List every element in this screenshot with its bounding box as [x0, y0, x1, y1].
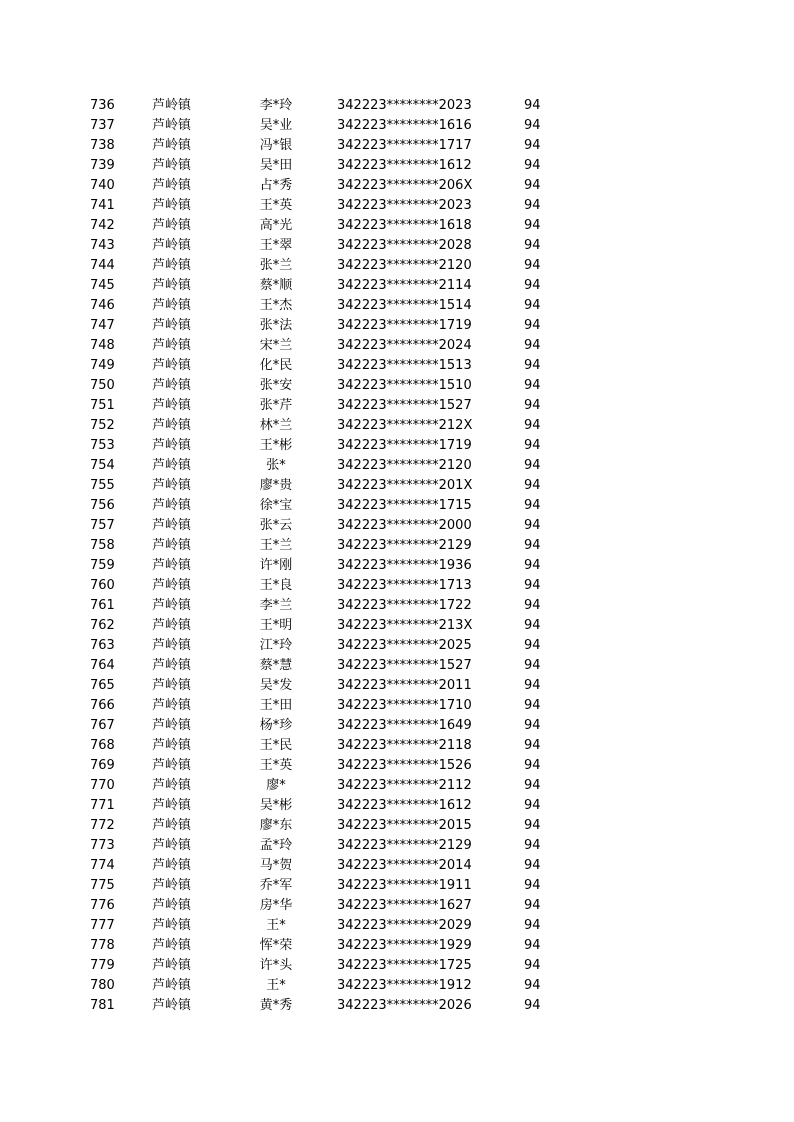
name-cell: 王*杰	[259, 298, 293, 313]
name-cell: 王*彬	[259, 438, 293, 453]
table-row	[0, 216, 794, 236]
score-cell: 94	[524, 558, 541, 573]
id-number-cell: 342223********1710	[337, 698, 472, 713]
name-cell: 蔡*顺	[259, 278, 293, 293]
table-row	[0, 716, 794, 736]
score-cell: 94	[524, 118, 541, 133]
town-cell: 芦岭镇	[152, 218, 192, 233]
score-cell: 94	[524, 178, 541, 193]
table-row	[0, 776, 794, 796]
score-cell: 94	[524, 898, 541, 913]
table-row	[0, 816, 794, 836]
town-cell: 芦岭镇	[152, 298, 192, 313]
town-cell: 芦岭镇	[152, 858, 192, 873]
id-number-cell: 342223********1513	[337, 358, 472, 373]
name-cell: 黄*秀	[259, 998, 293, 1013]
row-number-cell: 780	[90, 978, 115, 993]
score-cell: 94	[524, 778, 541, 793]
score-cell: 94	[524, 238, 541, 253]
id-number-cell: 342223********1618	[337, 218, 472, 233]
id-number-cell: 342223********1612	[337, 158, 472, 173]
score-cell: 94	[524, 438, 541, 453]
score-cell: 94	[524, 658, 541, 673]
row-number-cell: 770	[90, 778, 115, 793]
row-number-cell: 759	[90, 558, 115, 573]
table-row	[0, 116, 794, 136]
row-number-cell: 761	[90, 598, 115, 613]
row-number-cell: 758	[90, 538, 115, 553]
table-row	[0, 296, 794, 316]
town-cell: 芦岭镇	[152, 978, 192, 993]
town-cell: 芦岭镇	[152, 358, 192, 373]
town-cell: 芦岭镇	[152, 618, 192, 633]
town-cell: 芦岭镇	[152, 338, 192, 353]
table-row	[0, 516, 794, 536]
table-row	[0, 896, 794, 916]
town-cell: 芦岭镇	[152, 418, 192, 433]
table-row	[0, 656, 794, 676]
table-row	[0, 876, 794, 896]
score-cell: 94	[524, 298, 541, 313]
name-cell: 王*	[266, 918, 286, 933]
row-number-cell: 776	[90, 898, 115, 913]
id-number-cell: 342223********2118	[337, 738, 472, 753]
name-cell: 廖*贵	[259, 478, 293, 493]
id-number-cell: 342223********1527	[337, 398, 472, 413]
score-cell: 94	[524, 318, 541, 333]
row-number-cell: 740	[90, 178, 115, 193]
score-cell: 94	[524, 678, 541, 693]
id-number-cell: 342223********2023	[337, 198, 472, 213]
score-cell: 94	[524, 398, 541, 413]
town-cell: 芦岭镇	[152, 118, 192, 133]
id-number-cell: 342223********2026	[337, 998, 472, 1013]
name-cell: 杨*珍	[259, 718, 293, 733]
town-cell: 芦岭镇	[152, 318, 192, 333]
town-cell: 芦岭镇	[152, 198, 192, 213]
name-cell: 蔡*慧	[259, 658, 293, 673]
town-cell: 芦岭镇	[152, 518, 192, 533]
row-number-cell: 751	[90, 398, 115, 413]
score-cell: 94	[524, 198, 541, 213]
town-cell: 芦岭镇	[152, 838, 192, 853]
score-cell: 94	[524, 978, 541, 993]
town-cell: 芦岭镇	[152, 818, 192, 833]
name-cell: 张*安	[259, 378, 293, 393]
name-cell: 李*玲	[259, 98, 293, 113]
table-row	[0, 376, 794, 396]
id-number-cell: 342223********1717	[337, 138, 472, 153]
name-cell: 化*民	[259, 358, 293, 373]
id-number-cell: 342223********1722	[337, 598, 472, 613]
town-cell: 芦岭镇	[152, 698, 192, 713]
table-row	[0, 96, 794, 116]
row-number-cell: 741	[90, 198, 115, 213]
name-cell: 徐*宝	[259, 498, 293, 513]
table-row	[0, 416, 794, 436]
table-row	[0, 136, 794, 156]
row-number-cell: 747	[90, 318, 115, 333]
town-cell: 芦岭镇	[152, 778, 192, 793]
id-number-cell: 342223********1627	[337, 898, 472, 913]
id-number-cell: 342223********2029	[337, 918, 472, 933]
row-number-cell: 743	[90, 238, 115, 253]
score-cell: 94	[524, 578, 541, 593]
id-number-cell: 342223********2112	[337, 778, 472, 793]
score-cell: 94	[524, 378, 541, 393]
row-number-cell: 771	[90, 798, 115, 813]
table-row	[0, 796, 794, 816]
row-number-cell: 768	[90, 738, 115, 753]
name-cell: 张*芹	[259, 398, 293, 413]
town-cell: 芦岭镇	[152, 658, 192, 673]
name-cell: 廖*东	[259, 818, 293, 833]
town-cell: 芦岭镇	[152, 438, 192, 453]
name-cell: 江*玲	[259, 638, 293, 653]
table-row	[0, 276, 794, 296]
id-number-cell: 342223********1526	[337, 758, 472, 773]
name-cell: 王*良	[259, 578, 293, 593]
name-cell: 吴*田	[259, 158, 293, 173]
name-cell: 吴*发	[259, 678, 293, 693]
score-cell: 94	[524, 258, 541, 273]
name-cell: 林*兰	[259, 418, 293, 433]
name-cell: 王*明	[259, 618, 293, 633]
row-number-cell: 774	[90, 858, 115, 873]
id-number-cell: 342223********206X	[337, 178, 473, 193]
id-number-cell: 342223********2000	[337, 518, 472, 533]
row-number-cell: 777	[90, 918, 115, 933]
table-row	[0, 436, 794, 456]
town-cell: 芦岭镇	[152, 278, 192, 293]
row-number-cell: 778	[90, 938, 115, 953]
id-number-cell: 342223********1725	[337, 958, 472, 973]
town-cell: 芦岭镇	[152, 178, 192, 193]
score-cell: 94	[524, 818, 541, 833]
name-cell: 王*英	[259, 198, 293, 213]
name-cell: 张*云	[259, 518, 293, 533]
id-number-cell: 342223********2024	[337, 338, 472, 353]
id-number-cell: 342223********2025	[337, 638, 472, 653]
row-number-cell: 765	[90, 678, 115, 693]
table-row	[0, 736, 794, 756]
id-number-cell: 342223********201X	[337, 478, 473, 493]
row-number-cell: 763	[90, 638, 115, 653]
table-row	[0, 976, 794, 996]
score-cell: 94	[524, 498, 541, 513]
name-cell: 王*兰	[259, 538, 293, 553]
score-cell: 94	[524, 338, 541, 353]
name-cell: 张*	[266, 458, 286, 473]
table-row	[0, 456, 794, 476]
table-row	[0, 916, 794, 936]
row-number-cell: 762	[90, 618, 115, 633]
name-cell: 许*头	[259, 958, 293, 973]
id-number-cell: 342223********1936	[337, 558, 472, 573]
table-row	[0, 496, 794, 516]
name-cell: 占*秀	[259, 178, 293, 193]
name-cell: 王*田	[259, 698, 293, 713]
table-row	[0, 556, 794, 576]
town-cell: 芦岭镇	[152, 678, 192, 693]
table-row	[0, 636, 794, 656]
name-cell: 吴*彬	[259, 798, 293, 813]
table-row	[0, 536, 794, 556]
town-cell: 芦岭镇	[152, 598, 192, 613]
row-number-cell: 739	[90, 158, 115, 173]
town-cell: 芦岭镇	[152, 578, 192, 593]
score-cell: 94	[524, 98, 541, 113]
id-number-cell: 342223********2014	[337, 858, 472, 873]
row-number-cell: 766	[90, 698, 115, 713]
town-cell: 芦岭镇	[152, 378, 192, 393]
town-cell: 芦岭镇	[152, 258, 192, 273]
town-cell: 芦岭镇	[152, 538, 192, 553]
town-cell: 芦岭镇	[152, 938, 192, 953]
town-cell: 芦岭镇	[152, 158, 192, 173]
score-cell: 94	[524, 698, 541, 713]
score-cell: 94	[524, 958, 541, 973]
score-cell: 94	[524, 718, 541, 733]
id-number-cell: 342223********2120	[337, 258, 472, 273]
town-cell: 芦岭镇	[152, 758, 192, 773]
name-cell: 王*民	[259, 738, 293, 753]
id-number-cell: 342223********1616	[337, 118, 472, 133]
row-number-cell: 746	[90, 298, 115, 313]
town-cell: 芦岭镇	[152, 98, 192, 113]
table-row	[0, 476, 794, 496]
score-cell: 94	[524, 138, 541, 153]
row-number-cell: 779	[90, 958, 115, 973]
id-number-cell: 342223********2023	[337, 98, 472, 113]
row-number-cell: 736	[90, 98, 115, 113]
name-cell: 廖*	[266, 778, 286, 793]
name-cell: 高*光	[259, 218, 293, 233]
table-row	[0, 936, 794, 956]
row-number-cell: 752	[90, 418, 115, 433]
row-number-cell: 767	[90, 718, 115, 733]
table-row	[0, 396, 794, 416]
score-cell: 94	[524, 538, 541, 553]
name-cell: 冯*银	[259, 138, 293, 153]
score-cell: 94	[524, 998, 541, 1013]
id-number-cell: 342223********2015	[337, 818, 472, 833]
town-cell: 芦岭镇	[152, 498, 192, 513]
town-cell: 芦岭镇	[152, 238, 192, 253]
table-row	[0, 836, 794, 856]
table-row	[0, 856, 794, 876]
score-cell: 94	[524, 218, 541, 233]
town-cell: 芦岭镇	[152, 478, 192, 493]
score-cell: 94	[524, 418, 541, 433]
score-cell: 94	[524, 458, 541, 473]
score-cell: 94	[524, 598, 541, 613]
id-number-cell: 342223********2120	[337, 458, 472, 473]
row-number-cell: 781	[90, 998, 115, 1013]
table-row	[0, 176, 794, 196]
id-number-cell: 342223********1911	[337, 878, 472, 893]
id-number-cell: 342223********1649	[337, 718, 472, 733]
score-cell: 94	[524, 278, 541, 293]
score-cell: 94	[524, 798, 541, 813]
id-number-cell: 342223********2011	[337, 678, 472, 693]
row-number-cell: 775	[90, 878, 115, 893]
name-cell: 王*英	[259, 758, 293, 773]
id-number-cell: 342223********1713	[337, 578, 472, 593]
row-number-cell: 753	[90, 438, 115, 453]
town-cell: 芦岭镇	[152, 738, 192, 753]
data-table	[0, 96, 794, 1016]
row-number-cell: 773	[90, 838, 115, 853]
row-number-cell: 754	[90, 458, 115, 473]
row-number-cell: 738	[90, 138, 115, 153]
town-cell: 芦岭镇	[152, 138, 192, 153]
table-row	[0, 336, 794, 356]
row-number-cell: 737	[90, 118, 115, 133]
town-cell: 芦岭镇	[152, 558, 192, 573]
id-number-cell: 342223********1719	[337, 438, 472, 453]
id-number-cell: 342223********1514	[337, 298, 472, 313]
score-cell: 94	[524, 358, 541, 373]
row-number-cell: 750	[90, 378, 115, 393]
row-number-cell: 742	[90, 218, 115, 233]
score-cell: 94	[524, 638, 541, 653]
row-number-cell: 744	[90, 258, 115, 273]
score-cell: 94	[524, 758, 541, 773]
table-row	[0, 156, 794, 176]
town-cell: 芦岭镇	[152, 638, 192, 653]
table-row	[0, 316, 794, 336]
id-number-cell: 342223********1612	[337, 798, 472, 813]
table-row	[0, 196, 794, 216]
table-row	[0, 356, 794, 376]
name-cell: 恽*荣	[259, 938, 293, 953]
score-cell: 94	[524, 738, 541, 753]
id-number-cell: 342223********2114	[337, 278, 472, 293]
town-cell: 芦岭镇	[152, 458, 192, 473]
score-cell: 94	[524, 518, 541, 533]
table-row	[0, 676, 794, 696]
table-row	[0, 236, 794, 256]
town-cell: 芦岭镇	[152, 998, 192, 1013]
row-number-cell: 756	[90, 498, 115, 513]
id-number-cell: 342223********1719	[337, 318, 472, 333]
row-number-cell: 749	[90, 358, 115, 373]
row-number-cell: 769	[90, 758, 115, 773]
row-number-cell: 755	[90, 478, 115, 493]
row-number-cell: 760	[90, 578, 115, 593]
name-cell: 孟*玲	[259, 838, 293, 853]
table-row	[0, 596, 794, 616]
table-row	[0, 956, 794, 976]
row-number-cell: 748	[90, 338, 115, 353]
table-row	[0, 576, 794, 596]
name-cell: 张*兰	[259, 258, 293, 273]
row-number-cell: 764	[90, 658, 115, 673]
row-number-cell: 757	[90, 518, 115, 533]
id-number-cell: 342223********1929	[337, 938, 472, 953]
score-cell: 94	[524, 878, 541, 893]
name-cell: 许*刚	[259, 558, 293, 573]
id-number-cell: 342223********2028	[337, 238, 472, 253]
name-cell: 王*翠	[259, 238, 293, 253]
table-row	[0, 616, 794, 636]
name-cell: 王*	[266, 978, 286, 993]
score-cell: 94	[524, 618, 541, 633]
id-number-cell: 342223********1527	[337, 658, 472, 673]
id-number-cell: 342223********2129	[337, 838, 472, 853]
id-number-cell: 342223********2129	[337, 538, 472, 553]
row-number-cell: 772	[90, 818, 115, 833]
score-cell: 94	[524, 478, 541, 493]
town-cell: 芦岭镇	[152, 718, 192, 733]
table-row	[0, 996, 794, 1016]
name-cell: 马*贺	[259, 858, 293, 873]
id-number-cell: 342223********1912	[337, 978, 472, 993]
name-cell: 吴*业	[259, 118, 293, 133]
id-number-cell: 342223********213X	[337, 618, 473, 633]
id-number-cell: 342223********1715	[337, 498, 472, 513]
id-number-cell: 342223********212X	[337, 418, 473, 433]
town-cell: 芦岭镇	[152, 958, 192, 973]
score-cell: 94	[524, 838, 541, 853]
score-cell: 94	[524, 158, 541, 173]
town-cell: 芦岭镇	[152, 898, 192, 913]
name-cell: 张*法	[259, 318, 293, 333]
name-cell: 宋*兰	[259, 338, 293, 353]
town-cell: 芦岭镇	[152, 918, 192, 933]
name-cell: 房*华	[259, 898, 293, 913]
town-cell: 芦岭镇	[152, 878, 192, 893]
table-row	[0, 696, 794, 716]
score-cell: 94	[524, 918, 541, 933]
table-row	[0, 756, 794, 776]
town-cell: 芦岭镇	[152, 398, 192, 413]
row-number-cell: 745	[90, 278, 115, 293]
name-cell: 乔*军	[259, 878, 293, 893]
score-cell: 94	[524, 938, 541, 953]
name-cell: 李*兰	[259, 598, 293, 613]
town-cell: 芦岭镇	[152, 798, 192, 813]
score-cell: 94	[524, 858, 541, 873]
table-row	[0, 256, 794, 276]
id-number-cell: 342223********1510	[337, 378, 472, 393]
